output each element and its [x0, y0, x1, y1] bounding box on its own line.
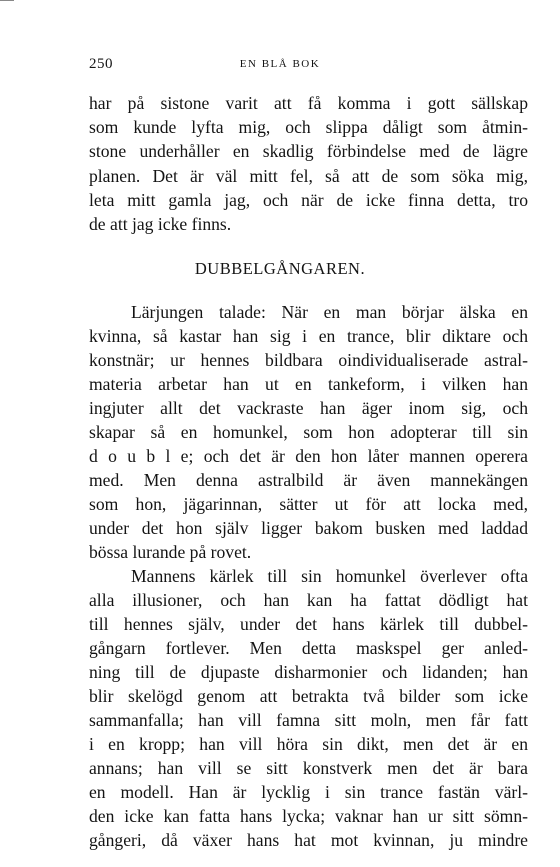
- text-line: d o u b l e; och det är den hon låter mannen operera: [89, 446, 528, 466]
- text-line: som kunde lyfta mig, och slippa dåligt som åtmin-: [89, 117, 528, 137]
- text-line: kvinna, så kastar han sig i en trance, blir diktare och: [89, 326, 528, 346]
- text-line: de att jag icke finns.: [89, 214, 232, 234]
- text-line: blir skelögd genom att betrakta två bilder som icke: [89, 686, 528, 706]
- text-line: skapar så en homunkel, som hon adopterar till sin: [89, 422, 528, 442]
- text-line: Mannens kärlek till sin homunkel överlever ofta: [131, 566, 528, 586]
- text-line: bössa lurande på rovet.: [89, 542, 252, 562]
- text-line: annans; han vill se sitt konstverk men det är bara: [89, 758, 528, 778]
- text-line: leta mitt gamla jag, och när de icke finna detta, tro: [89, 190, 528, 210]
- section-title: DUBBELGÅNGAREN.: [194, 259, 366, 278]
- text-line: har på sistone varit att få komma i gott sällskap: [89, 93, 528, 113]
- text-line: med. Men denna astralbild är även mannekängen: [89, 470, 528, 490]
- text-line: gångarn fortlever. Men detta maskspel ger anled-: [89, 638, 528, 658]
- text-line: planen. Det är väl mitt fel, så att de som söka mig,: [89, 166, 528, 186]
- text-line: den icke kan fatta hans lycka; vaknar han ur sitt sömn-: [89, 806, 528, 826]
- running-title: EN BLÅ BOK: [239, 58, 321, 70]
- text-line: ning till de djupaste disharmonier och lidanden; han: [89, 662, 528, 682]
- text-line: ingjuter allt det vackraste han äger inom sig, och: [89, 398, 528, 418]
- text-line: alla illusioner, och han kan ha fattat dödligt hat: [89, 590, 528, 610]
- scan-edge-mark: [0, 0, 14, 1]
- text-line: till hennes själv, under det hans kärlek till dubbel-: [89, 614, 528, 634]
- text-line: en modell. Han är lycklig i sin trance fastän värl-: [89, 782, 528, 802]
- text-line: i en kropp; han vill höra sin dikt, men det är en: [89, 734, 528, 754]
- text-line: under det hon själv ligger bakom busken med laddad: [89, 518, 528, 538]
- text-line: som hon, jägarinnan, sätter ut för att locka med,: [89, 494, 528, 514]
- text-line: materia arbetar han ut en tankeform, i vilken han: [89, 374, 528, 394]
- page-number: 250: [89, 56, 113, 72]
- text-line: stone underhåller en skadlig förbindelse med de lägre: [89, 141, 528, 161]
- text-line: gångeri, då växer hans hat mot kvinnan, ju mindre: [89, 830, 528, 850]
- text-line: konstnär; ur hennes bildbara oindividualiserade astral-: [89, 350, 528, 370]
- text-line: sammanfalla; han vill famna sitt moln, men får fatt: [89, 710, 528, 730]
- text-line: Lärjungen talade: När en man börjar älska en: [131, 302, 528, 322]
